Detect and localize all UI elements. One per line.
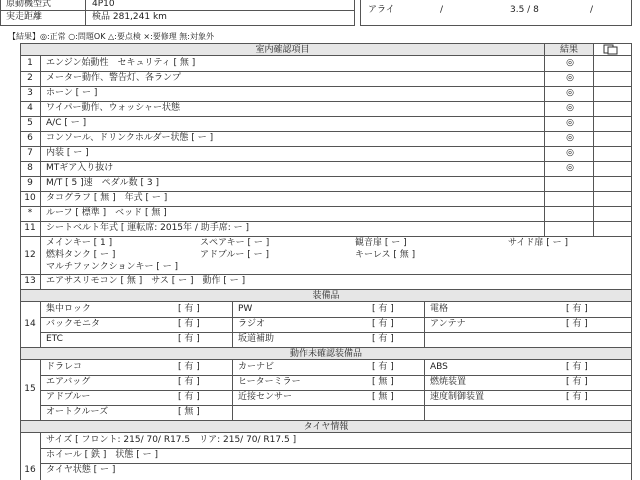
- mileage-label: 実走距離: [6, 12, 43, 22]
- row12-side-door: サイド扉 [ ー ]: [508, 238, 568, 248]
- row-result-mark: ◎: [566, 163, 574, 173]
- equipment-name: ABS: [430, 362, 448, 372]
- equipment-name: アドブルー: [46, 392, 91, 402]
- equipment-status: [ 有 ]: [178, 334, 200, 344]
- copy-icon[interactable]: [601, 44, 623, 55]
- alignment-label: アライ: [368, 5, 395, 15]
- row-number: 9: [27, 178, 33, 188]
- alignment-value-1: /: [440, 5, 444, 15]
- row-number: 10: [24, 193, 36, 203]
- row-number: 7: [27, 148, 33, 158]
- equipment-name: 燃焼装置: [430, 377, 467, 387]
- grid-row-rule: [40, 332, 632, 333]
- equipment-name: 集中ロック: [46, 304, 91, 314]
- equipment-status: [ 有 ]: [178, 392, 200, 402]
- result-column-divider-right: [593, 56, 594, 236]
- row-rule: [20, 86, 632, 87]
- row-item-text: コンソール、ドリンクホルダー状態 [ ー ]: [46, 133, 214, 143]
- row-result-mark: ◎: [566, 103, 574, 113]
- grid-row-rule: [40, 317, 632, 318]
- row12-spare-key: スペアキー [ ー ]: [200, 238, 270, 248]
- row-result-mark: ◎: [566, 118, 574, 128]
- equipment-name: PW: [238, 304, 253, 314]
- row12-fuel-tank: 燃料タンク [ ー ]: [46, 250, 116, 260]
- equipment-name: ETC: [46, 334, 63, 344]
- row-result-mark: ◎: [566, 148, 574, 158]
- section-header-interior: 室内確認項目: [20, 43, 545, 56]
- row-item-text: エンジン始動性 セキュリティ [ 無 ]: [46, 58, 196, 68]
- equipment-status: [ 有 ]: [178, 377, 200, 387]
- row-number: 8: [27, 163, 33, 173]
- tire-state: タイヤ状態 [ ー ]: [46, 465, 116, 475]
- alignment-value-3: /: [590, 5, 594, 15]
- tire-number-divider: [40, 433, 41, 480]
- row-number: 1: [27, 58, 33, 68]
- grid-row-rule: [40, 375, 632, 376]
- row13-number: 13: [24, 276, 36, 286]
- section-header-equipment: 装備品: [20, 289, 632, 302]
- row15-number: 15: [24, 384, 36, 394]
- tire-rule-2: [40, 463, 632, 464]
- top-info-rule: [0, 10, 355, 11]
- row-item-text: M/T [ 5 ]速 ペダル数 [ 3 ]: [46, 178, 159, 188]
- row-number: 5: [27, 118, 33, 128]
- mileage-value: 検品 281,241 km: [92, 12, 167, 22]
- row-item-text: ルーフ [ 標準 ] ベッド [ 無 ]: [46, 208, 167, 218]
- equip-number-divider: [40, 302, 41, 347]
- equipment-name: ドラレコ: [46, 362, 83, 372]
- equipment-name: カーナビ: [238, 362, 275, 372]
- row-number: *: [27, 208, 33, 218]
- row12-adblue: アドブルー [ ー ]: [200, 250, 269, 260]
- row-item-text: タコグラフ [ 無 ] 年式 [ ー ]: [46, 193, 168, 203]
- equipment-name: 電格: [430, 304, 449, 314]
- row-number: 11: [24, 223, 36, 233]
- alignment-value-2: 3.5 / 8: [510, 5, 539, 15]
- row-number: 2: [27, 73, 33, 83]
- equipment-status: [ 有 ]: [566, 362, 588, 372]
- equipment-status: [ 有 ]: [372, 304, 394, 314]
- equipment-name: 坂道補助: [238, 334, 275, 344]
- equipment-status: [ 有 ]: [566, 304, 588, 314]
- number-column-divider: [40, 56, 41, 289]
- top-info-box: [0, 0, 355, 26]
- equipment-status: [ 無 ]: [372, 377, 394, 387]
- equipment-name: ラジオ: [238, 319, 266, 329]
- row-result-mark: ◎: [566, 58, 574, 68]
- row-result-mark: ◎: [566, 133, 574, 143]
- row-result-mark: ◎: [566, 73, 574, 83]
- row-item-text: ワイパー動作、ウォッシャー状態: [46, 103, 181, 113]
- row-item-text: 内装 [ ー ]: [46, 148, 89, 158]
- row12-main-key: メインキー [ 1 ]: [46, 238, 113, 248]
- tire-size: サイズ [ フロント: 215/ 70/ R17.5 リア: 215/ 70/ R17.5 ]: [46, 435, 297, 445]
- row12-keyless: キーレス [ 無 ]: [355, 250, 416, 260]
- row-item-text: メーター動作、警告灯、各ランプ: [46, 73, 182, 83]
- row-number: 6: [27, 133, 33, 143]
- equipment-status: [ 有 ]: [178, 319, 200, 329]
- equipment-status: [ 無 ]: [372, 392, 394, 402]
- model-value: 4P10: [92, 0, 115, 9]
- row13-text: エアサスリモコン [ 無 ] サス [ ー ] 動作 [ ー ]: [46, 276, 246, 286]
- wheel-info: ホイール [ 鉄 ] 状態 [ ー ]: [46, 450, 159, 460]
- grid-row-rule: [40, 405, 632, 406]
- top-info-divider: [85, 0, 86, 26]
- equipment-name: エアバッグ: [46, 377, 91, 387]
- section-header-unverified: 動作未確認装備品: [20, 347, 632, 360]
- equipment-status: [ 有 ]: [566, 377, 588, 387]
- equipment-name: バックモニタ: [46, 319, 101, 329]
- grid-column-divider: [232, 360, 233, 420]
- row12-multi-key: マルチファンクションキー [ ー ]: [46, 262, 179, 272]
- equipment-status: [ 有 ]: [372, 334, 394, 344]
- equipment-status: [ 有 ]: [178, 362, 200, 372]
- row14-number: 14: [24, 319, 36, 329]
- section-header-tire: タイヤ情報: [20, 420, 632, 433]
- row16-number: 16: [24, 465, 36, 475]
- grid-row-rule: [40, 390, 632, 391]
- result-column-divider-left: [544, 56, 545, 236]
- model-label: 原動機型式: [6, 0, 52, 9]
- row-rule: [20, 116, 632, 117]
- equipment-status: [ 有 ]: [566, 392, 588, 402]
- grid-column-divider: [424, 302, 425, 347]
- row-result-mark: ◎: [566, 88, 574, 98]
- result-column-header: 結果: [544, 43, 594, 56]
- grid-column-divider: [424, 360, 425, 420]
- row-number: 4: [27, 103, 33, 113]
- equipment-name: ヒーターミラー: [238, 377, 301, 387]
- equipment-name: アンテナ: [430, 319, 466, 329]
- row12-number: 12: [24, 250, 36, 260]
- row-item-text: シートベルト年式 [ 運転席: 2015年 / 助手席: ー ]: [46, 223, 250, 233]
- row12-rear-doors: 観音扉 [ ー ]: [355, 238, 407, 248]
- equipment-name: 速度制御装置: [430, 392, 485, 402]
- row-rule: [20, 146, 632, 147]
- equipment-name: オートクルーズ: [46, 407, 109, 417]
- row-item-text: MTギア入り抜け: [46, 163, 114, 173]
- row-number: 3: [27, 88, 33, 98]
- row-item-text: A/C [ ー ]: [46, 118, 87, 128]
- equipment-status: [ 有 ]: [566, 319, 588, 329]
- equipment-status: [ 無 ]: [178, 407, 200, 417]
- row-item-text: ホーン [ ー ]: [46, 88, 98, 98]
- equipment-status: [ 有 ]: [178, 304, 200, 314]
- equipment-name: 近接センサー: [238, 392, 293, 402]
- equipment-status: [ 有 ]: [372, 362, 394, 372]
- equipment-status: [ 有 ]: [372, 319, 394, 329]
- grid-column-divider: [232, 302, 233, 347]
- result-legend: 【結果】◎:正常 ○:問題OK △:要点検 ×:要修理 無:対象外: [8, 32, 215, 41]
